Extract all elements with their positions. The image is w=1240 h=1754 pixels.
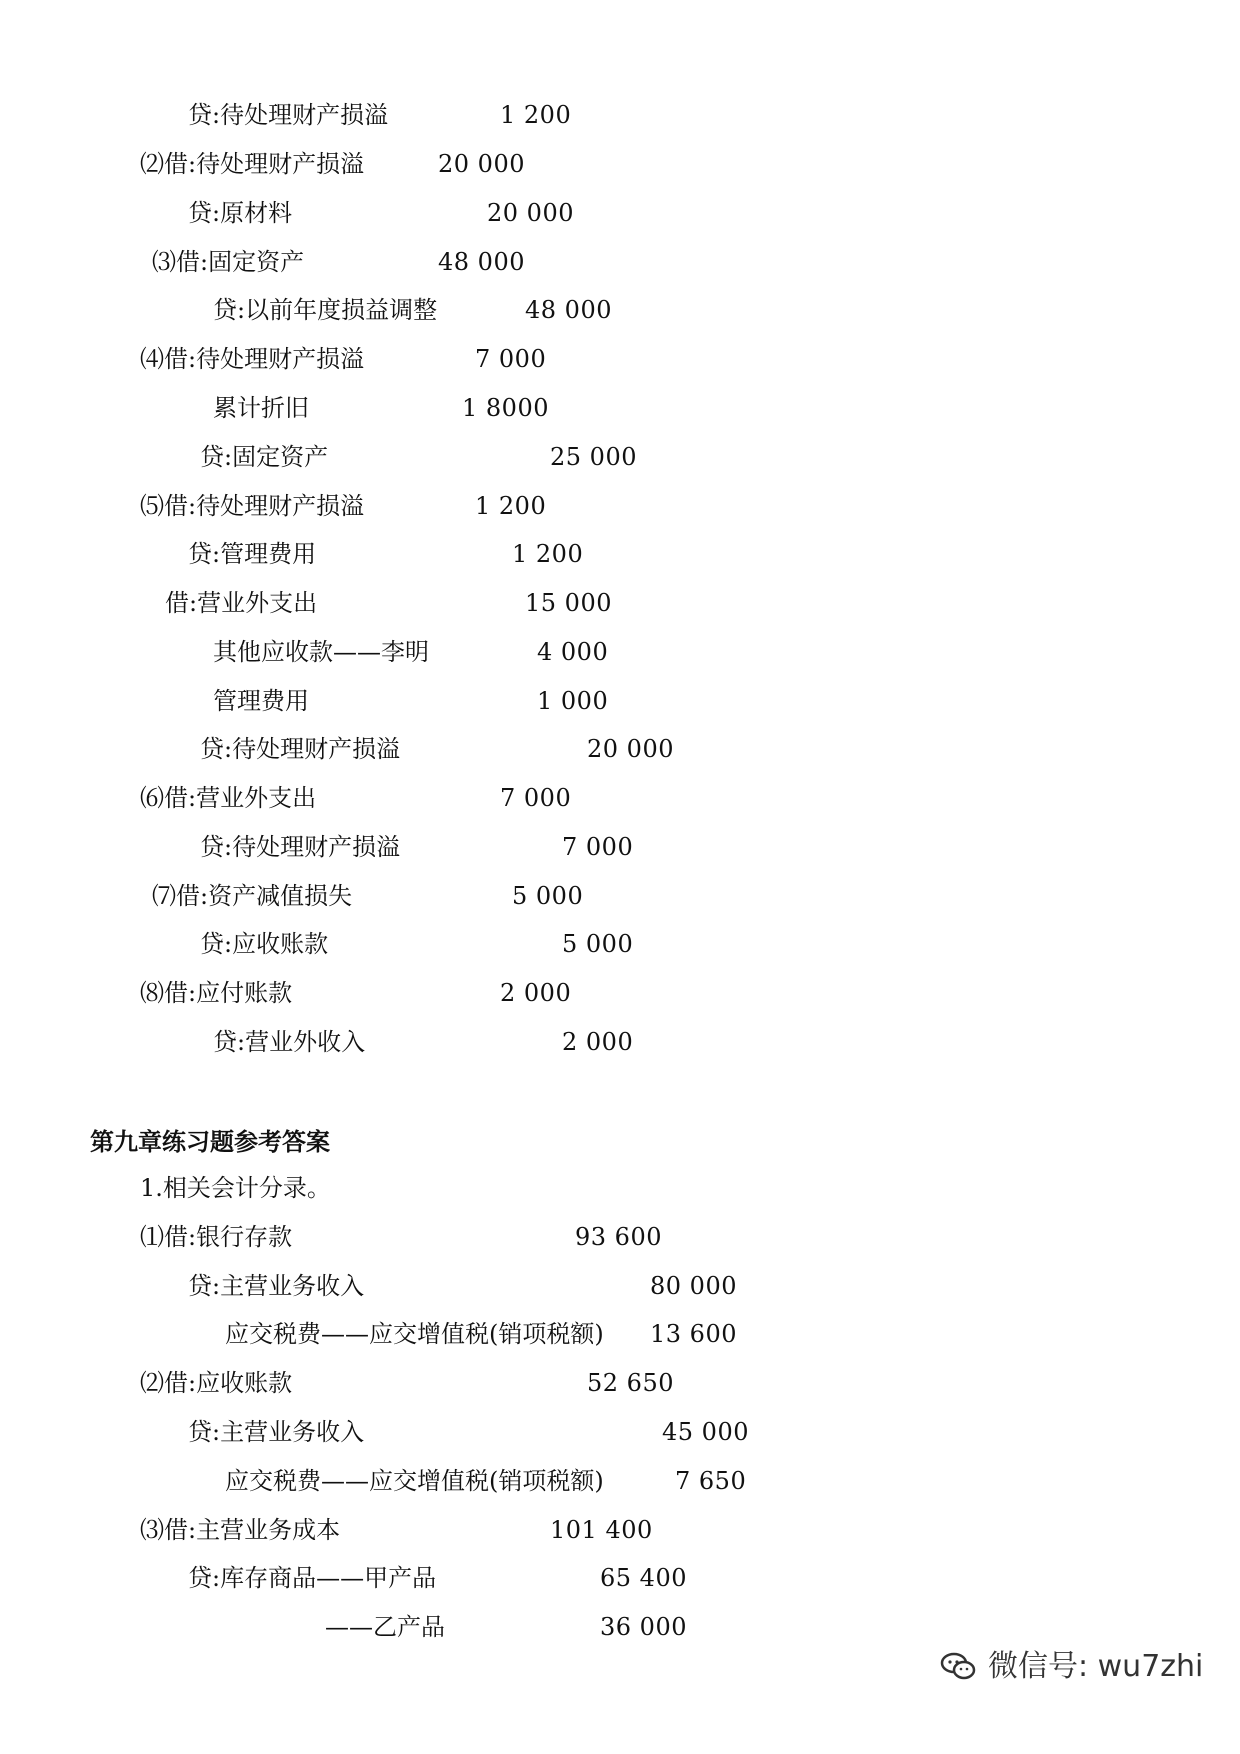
account-label: 贷:主营业务收入 bbox=[188, 1418, 365, 1446]
chapter-heading: 第九章练习题参考答案 bbox=[90, 1128, 330, 1156]
account-label: ⑵借:应收账款 bbox=[140, 1369, 293, 1397]
account-label: 贷:待处理财产损溢 bbox=[188, 101, 389, 129]
account-label: 贷:以前年度损益调整 bbox=[213, 296, 438, 324]
account-label: 应交税费——应交增值税(销项税额) bbox=[225, 1320, 604, 1348]
account-label: ⑺借:资产减值损失 bbox=[152, 882, 353, 910]
account-label: ⑵借:待处理财产损溢 bbox=[140, 150, 365, 178]
amount-value: 36 000 bbox=[600, 1613, 687, 1641]
amount-value: 7 000 bbox=[475, 345, 547, 373]
amount-value: 5 000 bbox=[562, 930, 634, 958]
amount-value: 20 000 bbox=[587, 735, 674, 763]
account-label: ⑶借:固定资产 bbox=[152, 248, 305, 276]
account-label: 管理费用 bbox=[213, 687, 309, 715]
amount-value: 20 000 bbox=[438, 150, 525, 178]
amount-value: 80 000 bbox=[650, 1272, 737, 1300]
account-label: ⑶借:主营业务成本 bbox=[140, 1516, 341, 1544]
amount-value: 65 400 bbox=[600, 1564, 687, 1592]
wechat-icon bbox=[940, 1651, 978, 1683]
amount-value: 15 000 bbox=[525, 589, 612, 617]
account-label: ⑻借:应付账款 bbox=[140, 979, 293, 1007]
account-label: 贷:应收账款 bbox=[200, 930, 329, 958]
account-label: ⑹借:营业外支出 bbox=[140, 784, 317, 812]
amount-value: 45 000 bbox=[662, 1418, 749, 1446]
section-heading: 1.相关会计分录。 bbox=[140, 1174, 331, 1202]
account-label: 其他应收款——李明 bbox=[213, 638, 429, 666]
wechat-id-text: 微信号: wu7zhi bbox=[988, 1649, 1204, 1684]
amount-value: 52 650 bbox=[587, 1369, 674, 1397]
account-label: 借:营业外支出 bbox=[165, 589, 318, 617]
account-label: ⑴借:银行存款 bbox=[140, 1223, 293, 1251]
amount-value: 1 8000 bbox=[462, 394, 549, 422]
account-label: 应交税费——应交增值税(销项税额) bbox=[225, 1467, 604, 1495]
account-label: 贷:营业外收入 bbox=[213, 1028, 366, 1056]
amount-value: 1 200 bbox=[475, 492, 547, 520]
amount-value: 48 000 bbox=[438, 248, 525, 276]
amount-value: 1 200 bbox=[500, 101, 572, 129]
amount-value: 93 600 bbox=[575, 1223, 662, 1251]
account-label: 累计折旧 bbox=[213, 394, 309, 422]
account-label: 贷:固定资产 bbox=[200, 443, 329, 471]
amount-value: 48 000 bbox=[525, 296, 612, 324]
account-label: 贷:原材料 bbox=[188, 199, 293, 227]
amount-value: 101 400 bbox=[550, 1516, 653, 1544]
amount-value: 20 000 bbox=[487, 199, 574, 227]
amount-value: 5 000 bbox=[512, 882, 584, 910]
account-label: 贷:待处理财产损溢 bbox=[200, 735, 401, 763]
amount-value: 4 000 bbox=[537, 638, 609, 666]
account-label: ⑷借:待处理财产损溢 bbox=[140, 345, 365, 373]
amount-value: 7 650 bbox=[675, 1467, 747, 1495]
amount-value: 2 000 bbox=[500, 979, 572, 1007]
account-label: ⑸借:待处理财产损溢 bbox=[140, 492, 365, 520]
amount-value: 1 200 bbox=[512, 540, 584, 568]
account-label: 贷:待处理财产损溢 bbox=[200, 833, 401, 861]
amount-value: 7 000 bbox=[500, 784, 572, 812]
amount-value: 2 000 bbox=[562, 1028, 634, 1056]
amount-value: 25 000 bbox=[550, 443, 637, 471]
amount-value: 13 600 bbox=[650, 1320, 737, 1348]
amount-value: 1 000 bbox=[537, 687, 609, 715]
amount-value: 7 000 bbox=[562, 833, 634, 861]
account-label: ——乙产品 bbox=[325, 1613, 445, 1641]
account-label: 贷:管理费用 bbox=[188, 540, 317, 568]
account-label: 贷:主营业务收入 bbox=[188, 1272, 365, 1300]
account-label: 贷:库存商品——甲产品 bbox=[188, 1564, 437, 1592]
